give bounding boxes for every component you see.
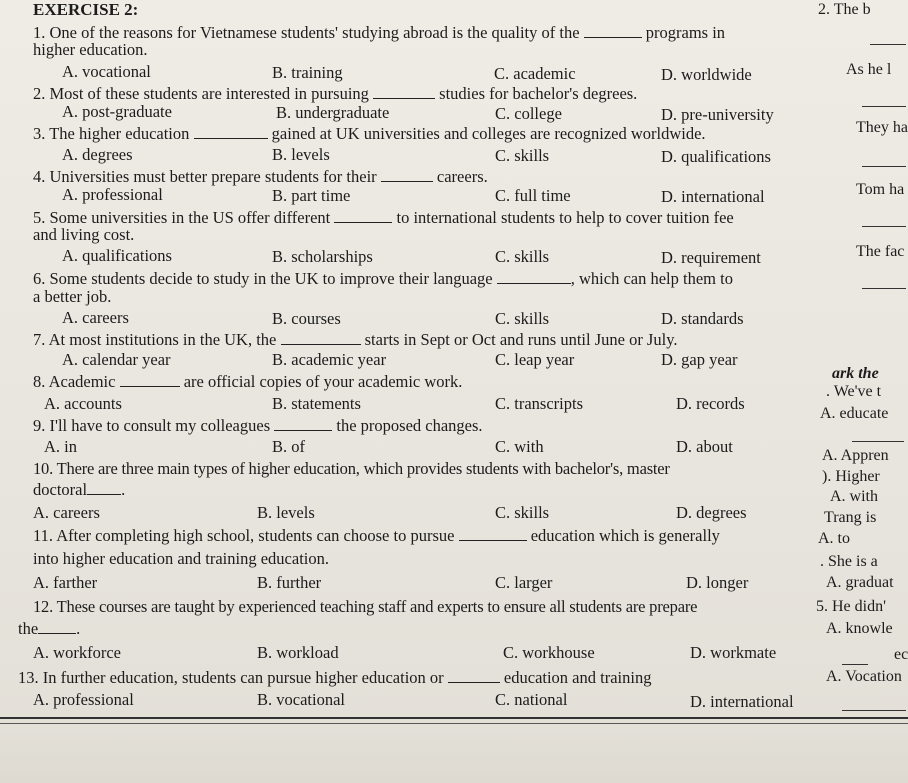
q10-option-d[interactable]: D. degrees [676,503,747,522]
q1-option-d[interactable]: D. worldwide [661,65,752,84]
q9-stem: 9. I'll have to consult my colleagues the proposed changes. [33,416,483,435]
q2-option-b[interactable]: B. undergraduate [276,103,390,122]
q9-option-a[interactable]: A. in [44,437,77,456]
page-bottom-margin [0,726,908,783]
q9-option-b[interactable]: B. of [272,437,305,456]
q11-stem: 11. After completing high school, students can choose to pursue education which is generally [33,526,720,545]
q1-option-c[interactable]: C. academic [494,64,576,83]
right-blank [852,441,904,442]
right-text-2: As he l [846,61,892,78]
q12-blank [38,619,76,634]
q2-option-d[interactable]: D. pre-university [661,105,774,124]
q1-stem: 1. One of the reasons for Vietnamese students' studying abroad is the quality of the programs in [33,23,726,42]
q11-option-a[interactable]: A. farther [33,573,98,592]
q6-blank [497,269,571,284]
q12-option-b[interactable]: B. workload [257,643,339,662]
q3-blank [194,124,268,139]
q9-option-d[interactable]: D. about [676,437,733,456]
q13-option-c[interactable]: C. national [495,690,568,709]
right-text-14: . She is a [820,553,878,570]
right-text-10: ). Higher [822,468,880,485]
right-blank [842,664,868,665]
right-text-1: 2. The b [818,1,871,18]
q13-option-a[interactable]: A. professional [33,690,134,709]
right-text-6: ark the [832,365,879,382]
right-text-12: Trang is [824,509,877,526]
q6-stem: 6. Some students decide to study in the UK to improve their language , which can help them to [33,269,733,288]
q7-option-c[interactable]: C. leap year [495,350,575,369]
q5-option-d[interactable]: D. requirement [661,248,761,267]
right-text-4: Tom ha [856,181,905,198]
q6-option-d[interactable]: D. standards [661,309,744,328]
q12-option-d[interactable]: D. workmate [690,643,777,662]
q9-option-c[interactable]: C. with [495,437,544,456]
right-text-15: A. graduat [826,574,894,591]
q5-option-b[interactable]: B. scholarships [272,247,373,266]
q4-blank [381,167,433,182]
q6-stem-cont: a better job. [33,287,112,306]
right-text-5: The fac [856,243,905,260]
q2-stem: 2. Most of these students are interested in pursuing studies for bachelor's degrees. [33,84,638,103]
q7-option-a[interactable]: A. calendar year [62,350,171,369]
q10-option-c[interactable]: C. skills [495,503,550,522]
q12-stem: 12. These courses are taught by experienced teaching staff and experts to ensure all students are prepare [33,597,698,616]
q7-stem: 7. At most institutions in the UK, the starts in Sept or Oct and runs until June or July. [33,330,678,349]
q10-stem: 10. There are three main types of higher education, which provides students with bachelor's, master [33,459,670,478]
q13-option-d[interactable]: D. international [690,692,794,711]
q1-option-a[interactable]: A. vocational [62,62,151,81]
q12-option-a[interactable]: A. workforce [33,643,121,662]
q3-option-b[interactable]: B. levels [272,145,330,164]
q4-option-b[interactable]: B. part time [272,186,351,205]
page-divider [0,717,908,719]
q10-blank [87,480,121,495]
q8-option-b[interactable]: B. statements [272,394,361,413]
page-divider-thin [0,723,908,724]
q2-option-c[interactable]: C. college [495,104,562,123]
q11-blank [459,526,527,541]
q5-blank [334,208,392,223]
q10-option-b[interactable]: B. levels [257,503,315,522]
q4-stem: 4. Universities must better prepare students for their careers. [33,167,488,186]
q11-option-c[interactable]: C. larger [495,573,553,592]
q13-blank [448,668,500,683]
right-text-17: A. knowle [826,620,893,637]
exercise-title: EXERCISE 2: [33,0,139,19]
q5-stem-cont: and living cost. [33,225,135,244]
right-text-9: A. Appren [822,447,889,464]
q5-option-a[interactable]: A. qualifications [62,246,172,265]
q10-option-a[interactable]: A. careers [33,503,100,522]
q13-option-b[interactable]: B. vocational [257,690,345,709]
q6-option-c[interactable]: C. skills [495,309,550,328]
q9-blank [274,416,332,431]
q11-option-d[interactable]: D. longer [686,573,749,592]
q11-stem-cont: into higher education and training education. [33,549,329,568]
q7-option-d[interactable]: D. gap year [661,350,738,369]
right-text-19: A. Vocation [826,668,902,685]
q8-option-d[interactable]: D. records [676,394,745,413]
q11-option-b[interactable]: B. further [257,573,322,592]
right-text-16: 5. He didn' [816,598,886,615]
q7-blank [281,330,361,345]
q2-blank [373,84,435,99]
q3-option-a[interactable]: A. degrees [62,145,133,164]
q12-stem-cont: the . [18,619,81,638]
q3-option-d[interactable]: D. qualifications [661,147,771,166]
right-text-3: They ha [856,119,908,136]
right-text-7: . We've t [826,383,882,400]
right-blank [842,710,906,711]
q1-blank [584,23,642,38]
q4-option-d[interactable]: D. international [661,187,765,206]
right-text-13: A. to [818,530,850,547]
q8-stem: 8. Academic are official copies of your academic work. [33,372,463,391]
q10-stem-cont: doctoral . [33,480,126,499]
q8-option-c[interactable]: C. transcripts [495,394,583,413]
q5-option-c[interactable]: C. skills [495,247,550,266]
q1-stem-cont: higher education. [33,40,148,59]
right-blank [862,288,906,289]
q8-option-a[interactable]: A. accounts [44,394,122,413]
q12-option-c[interactable]: C. workhouse [503,643,595,662]
q6-option-a[interactable]: A. careers [62,308,129,327]
q1-option-b[interactable]: B. training [272,63,343,82]
right-text-8: A. educate [820,405,889,422]
right-blank [862,106,906,107]
right-blank [870,44,906,45]
q3-option-c[interactable]: C. skills [495,146,550,165]
q4-option-a[interactable]: A. professional [62,185,163,204]
q2-option-a[interactable]: A. post-graduate [62,102,172,121]
q7-option-b[interactable]: B. academic year [272,350,387,369]
q13-stem: 13. In further education, students can pursue higher education or education and training [18,668,652,687]
q3-stem: 3. The higher education gained at UK universities and colleges are recognized worldwide. [33,124,706,143]
next-exercise-column-cropped [812,0,908,783]
right-blank [862,226,906,227]
right-text-11: A. with [830,488,878,505]
q5-stem: 5. Some universities in the US offer different to international students to help to cover tuition fee [33,208,734,227]
right-blank [862,166,906,167]
q6-option-b[interactable]: B. courses [272,309,341,328]
q8-blank [120,372,180,387]
q4-option-c[interactable]: C. full time [495,186,571,205]
right-text-18: ec [894,646,908,663]
